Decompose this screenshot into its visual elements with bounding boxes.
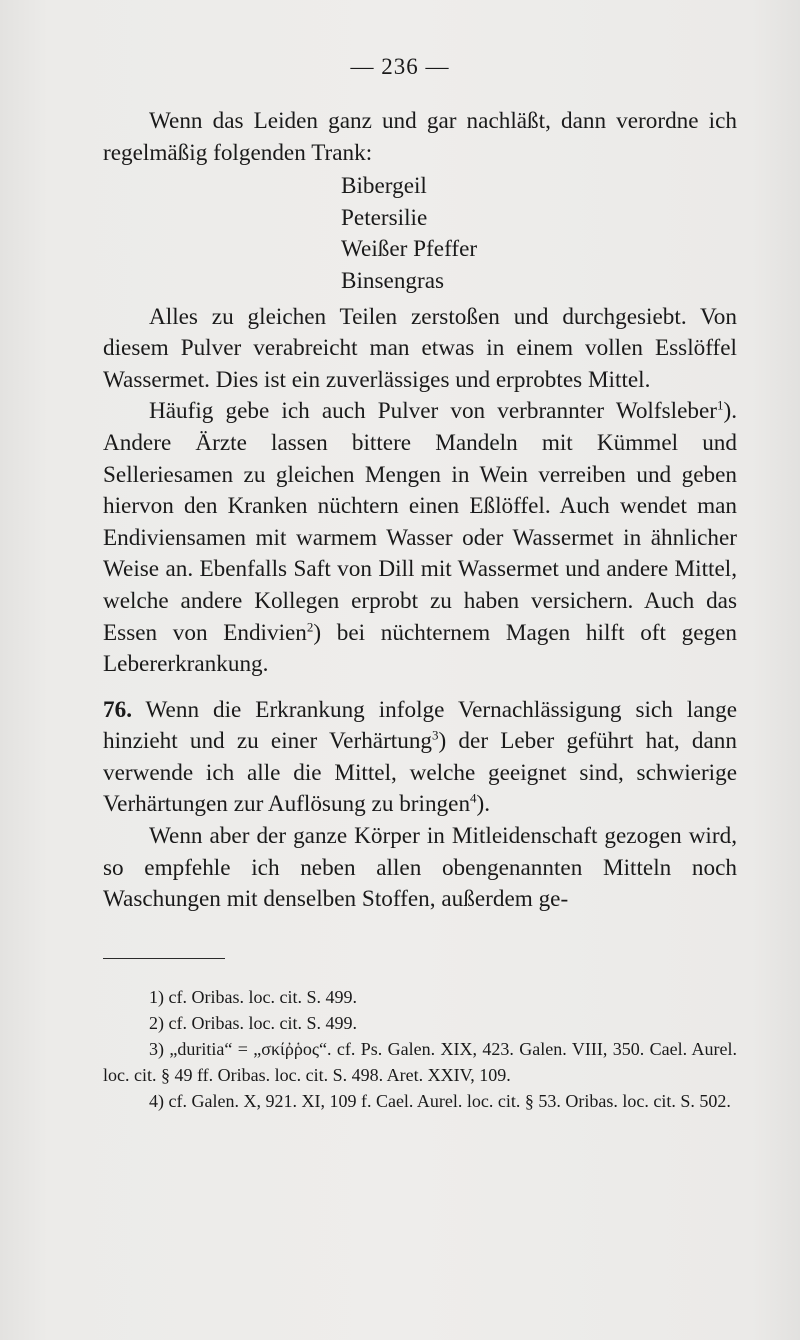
recipe-list [341,171,737,297]
paragraph-3-text-a: Häufig gebe ich auch Pulver von verbrannter Wolfsleber [149,398,717,425]
section-number: 76. [103,696,132,723]
footnote-divider [103,958,225,959]
footnote-4: 4) cf. Galen. X, 921. XI, 109 f. Cael. Aurel. loc. cit. § 53. Oribas. loc. cit. S. 502. [149,1091,731,1111]
paragraph-4-text-c: ). [476,791,491,818]
footnote-ref-4: 4 [470,790,477,806]
main-text [103,106,737,916]
paragraph-4-text-b: ) der Leber geführt hat, dann verwende ich alle die Mittel, welche geeignet sind, schwierige Verhärtungen zur Auflösung zu bringen [103,728,737,818]
recipe-item: Bibergeil [341,173,427,200]
paragraph-3 [103,396,737,680]
paragraph-5: Wenn aber der ganze Körper in Mitleidenschaft gezogen wird, so empfehle ich neben allen obengenannten Mitteln noch Waschungen mit denselben Stoffen, außerdem ge- [103,823,737,913]
footnote-1: 1) cf. Oribas. loc. cit. S. 499. [149,987,357,1007]
paragraph-2: Alles zu gleichen Teilen zerstoßen und durchgesiebt. Von diesem Pulver verabreicht man etwas in einem vollen Esslöffel Wassermet. Dies ist ein zuverlässiges und erprobtes Mittel. [103,303,737,393]
recipe-item: Weißer Pfeffer [341,236,478,263]
footnote-ref-1: 1 [716,397,724,413]
paragraph-4-text-a: Wenn die Erkrankung infolge Vernachlässigung sich lange hinzieht und zu einer Verhärtung [103,696,737,755]
recipe-item: Binsengras [341,267,445,294]
footnote-3: 3) „duritia“ = „σκίῤῥος“. cf. Ps. Galen. XIX, 423. Galen. VIII, 350. Cael. Aurel. loc. cit. § 49 ff. Oribas. loc. cit. S. 498. Aret. XXIV, 109. [103,1039,737,1085]
paragraph-4 [103,695,737,821]
recipe-item: Petersilie [341,204,428,231]
paragraph-3-text-b: ). Andere Ärzte lassen bittere Mandeln mit Kümmel und Selleriesamen zu gleichen Mengen in Wein verreiben und geben hiervon den Kranken nüchtern einen Eßlöffel. Auch wendet man Endiviensamen mit warmem Wasser oder Wassermet in ähnlicher Weise an. Ebenfalls Saft von Dill mit Wassermet und andere Mittel, welche andere Kollegen erprobt zu haben versichern. Auch das Essen von Endivien [103,398,737,646]
paragraph-3-text-c: ) bei nüchternem Magen hilft oft gegen Lebererkrankung. [103,619,737,678]
footnote-ref-2: 2 [306,618,314,634]
footnote-2: 2) cf. Oribas. loc. cit. S. 499. [149,1013,357,1033]
page-number: — 236 — [350,54,450,79]
footnote-ref-3: 3 [432,727,439,743]
paragraph-1: Wenn das Leiden ganz und gar nachläßt, dann verordne ich regelmäßig folgenden Trank: [103,108,737,166]
footnotes [103,984,737,1114]
